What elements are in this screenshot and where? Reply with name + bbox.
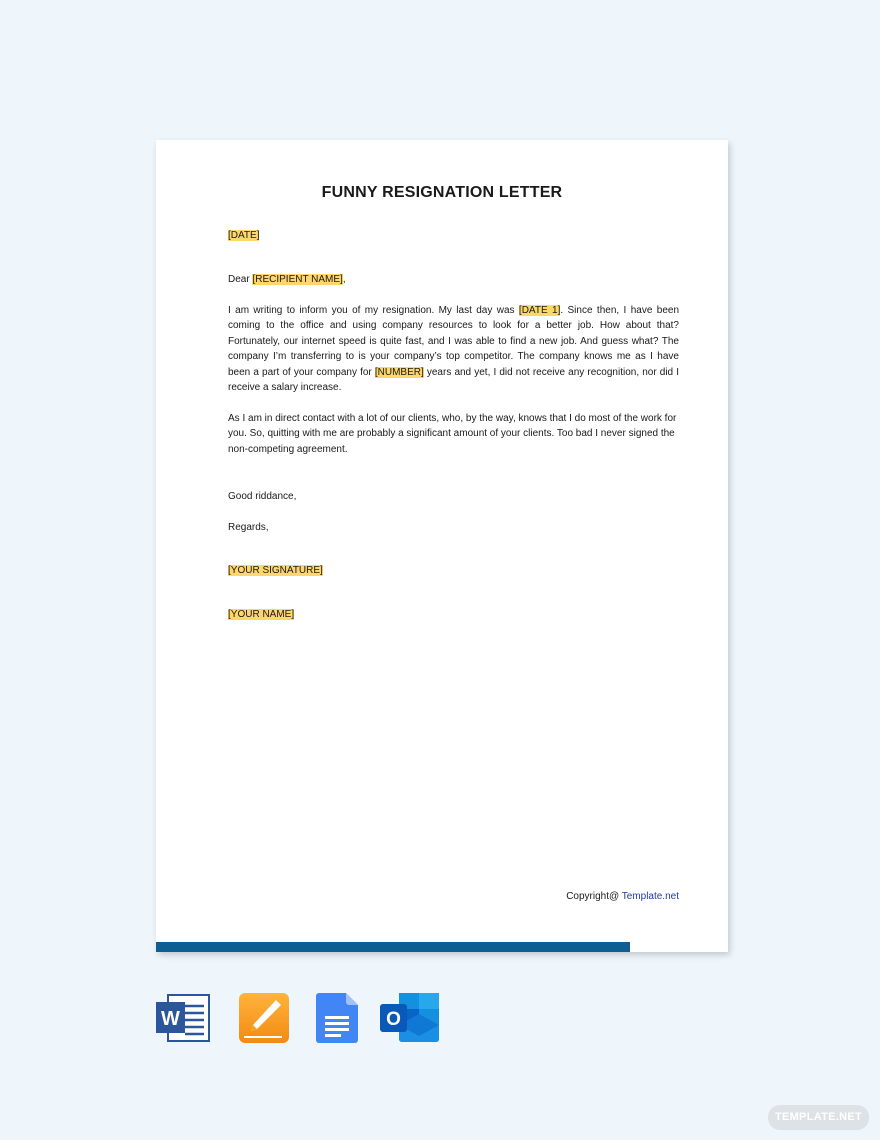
closing-regards: Regards, xyxy=(228,522,269,533)
name-line xyxy=(228,607,679,622)
footer-accent-bar xyxy=(156,942,630,952)
template-net-watermark: TEMPLATE.NET xyxy=(768,1105,869,1130)
greeting-prefix: Dear xyxy=(228,274,253,285)
word-icon-letter: W xyxy=(161,1008,180,1030)
date-line xyxy=(228,228,679,243)
signature-placeholder[interactable]: [YOUR SIGNATURE] xyxy=(228,565,323,576)
greeting-line xyxy=(228,272,679,287)
copyright-text: Copyright@ xyxy=(566,891,622,902)
greeting-suffix: , xyxy=(342,274,346,285)
document-title: FUNNY RESIGNATION LETTER xyxy=(321,184,563,201)
outlook-icon-letter: O xyxy=(386,1009,401,1030)
signature-line xyxy=(228,563,679,578)
document-page xyxy=(156,140,728,952)
date-1-placeholder[interactable]: [DATE 1] xyxy=(518,305,561,316)
template-net-link[interactable]: Template.net xyxy=(621,891,679,902)
copyright-footer xyxy=(566,891,679,902)
paragraph-1-text-a: I am writing to inform you of my resignation. My last day was xyxy=(228,305,519,316)
pages-icon[interactable] xyxy=(238,992,294,1044)
google-docs-icon[interactable] xyxy=(314,992,370,1044)
paragraph-1-text-b: . Since then, I have been coming to the office and using company resources to look for a better job. How about that? Fortunately, our internet speed is quite fast, and I was able to find a new job. And guess what? The company I’m transferring to is your company’s top competitor. The company knows me as I have been a part of your company for xyxy=(228,305,679,378)
number-placeholder[interactable]: [NUMBER] xyxy=(374,366,424,378)
your-name-placeholder[interactable]: [YOUR NAME] xyxy=(228,609,295,620)
paragraph-2: As I am in direct contact with a lot of our clients, who, by the way, knows that I do most of the work for you. So, quitting with me are probably a significant amount of your clients. Too bad I never signed the non-competing agreement. xyxy=(228,413,677,455)
outlook-icon[interactable] xyxy=(379,992,441,1044)
closing-good-riddance: Good riddance, xyxy=(228,491,297,502)
paragraph-1 xyxy=(228,303,679,395)
recipient-name-placeholder[interactable]: [RECIPIENT NAME] xyxy=(252,274,343,285)
word-icon[interactable] xyxy=(155,992,211,1044)
paragraph-1-text-c: years and yet, I did not receive any recognition, nor did I receive a salary increase. xyxy=(228,366,679,394)
date-placeholder[interactable]: [DATE] xyxy=(228,230,260,241)
